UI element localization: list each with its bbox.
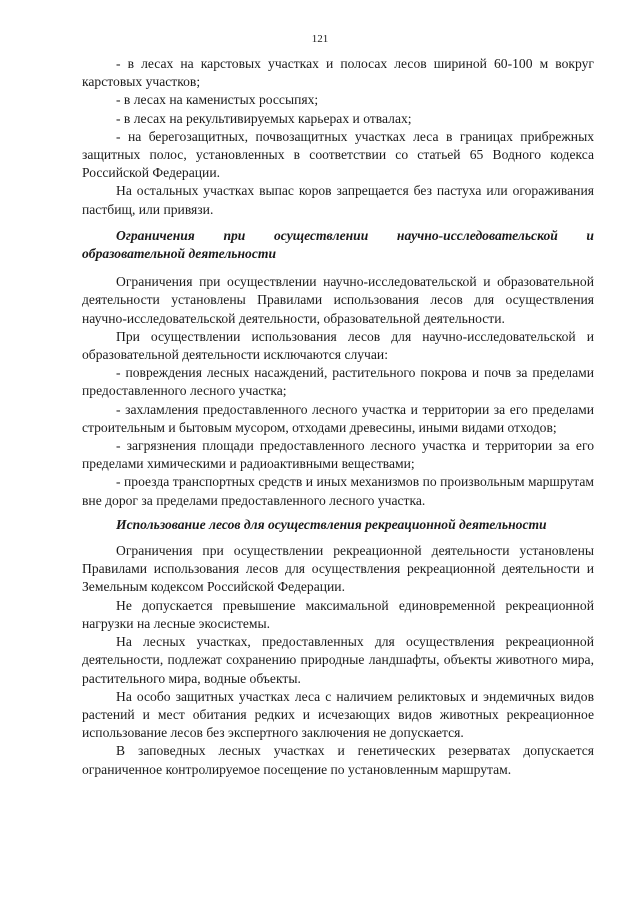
bullet-recultivated-quarries: - в лесах на рекультивируемых карьерах и отвалах;	[116, 110, 412, 126]
paragraph-reserves: В заповедных лесных участках и генетических резерватах допускается ограниченное контролируемое посещение по установленным маршрутам.	[82, 743, 594, 777]
paragraph-recreation-restrictions: Ограничения при осуществлении рекреационной деятельности установлены Правилами использования лесов для осуществления рекреационной деятельности и Земельным кодексом Российской Федерации.	[82, 543, 594, 595]
bullet-stony-screes: - в лесах на каменистых россыпях;	[116, 92, 319, 108]
bullet-vehicles: - проезда транспортных средств и иных механизмов по произвольным маршрутам вне дорог за пределами предоставленного лесного участка.	[82, 474, 594, 508]
bullet-littering: - захламления предоставленного лесного участка и территории за его пределами строительным и бытовым мусором, отходами древесины, иными видами отходов;	[82, 401, 594, 435]
paragraph-grazing: На остальных участках выпас коров запрещается без пастуха или огораживания пастбищ, или привязи.	[82, 183, 594, 217]
paragraph-research-exclusions: При осуществлении использования лесов для научно-исследовательской и образовательной деятельности исключаются случаи:	[82, 328, 594, 363]
paragraph-recreation-preservation: На лесных участках, предоставленных для осуществления рекреационной деятельности, подлежат сохранению природные ландшафты, объекты животного мира, растительного мира, водные объекты.	[82, 634, 594, 686]
page-content	[82, 55, 594, 779]
paragraph-research-restrictions: Ограничения при осуществлении научно-исследовательской и образовательной деятельности установлены Правилами использования лесов для осуществления научно-исследовательской деятельности, образовательной деятельности.	[82, 274, 594, 326]
bullet-damage: - повреждения лесных насаждений, растительного покрова и почв за пределами предоставленного лесного участка;	[82, 365, 594, 399]
paragraph-protected-areas: На особо защитных участках леса с наличием реликтовых и эндемичных видов растений и мест обитания редких и исчезающих видов животных рекреационное использование лесов без экспертного заключения не допускается.	[82, 688, 594, 741]
bullet-karst: - в лесах на карстовых участках и полосах лесов шириной 60-100 м вокруг карстовых участков;	[82, 56, 594, 90]
section-heading-research: Ограничения при осуществлении научно-исследовательской и образовательной деятельности	[82, 227, 594, 262]
bullet-pollution: - загрязнения площади предоставленного лесного участка и территории за его пределами химическими и радиоактивными веществами;	[82, 438, 594, 472]
section-heading-recreation: Использование лесов для осуществления рекреационной деятельности	[116, 516, 547, 532]
bullet-protective-strips: - на берегозащитных, почвозащитных участках леса в границах прибрежных защитных полос, установленных в соответствии со статьей 65 Водного кодекса Российской Федерации.	[82, 128, 594, 181]
page-number: 121	[311, 33, 329, 45]
paragraph-recreation-load: Не допускается превышение максимальной единовременной рекреационной нагрузки на лесные экосистемы.	[82, 597, 594, 631]
